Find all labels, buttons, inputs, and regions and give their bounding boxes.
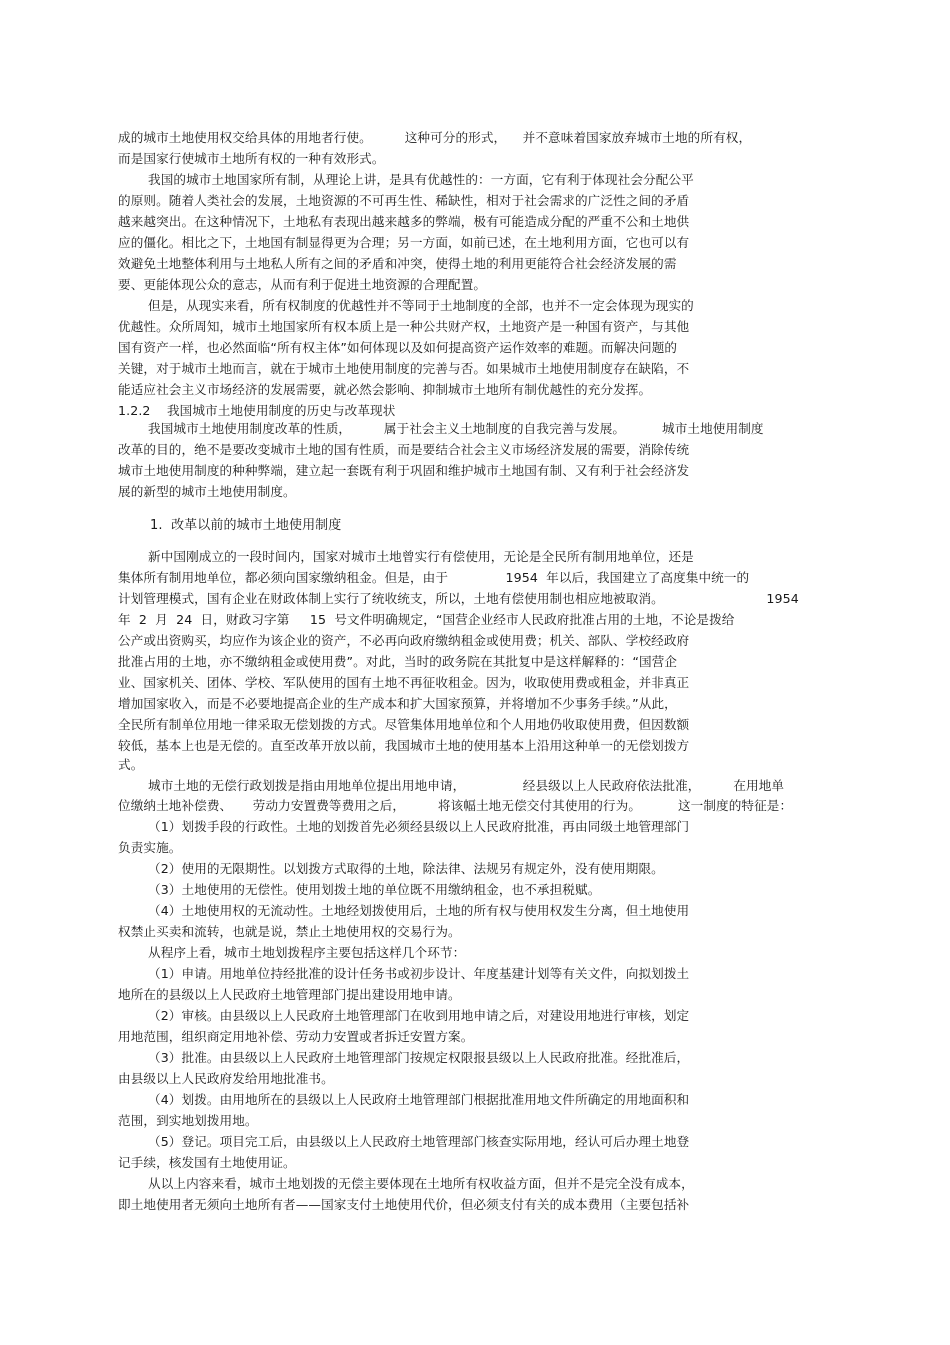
text-line: 但是，从现实来看，所有权制度的优越性并不等同于土地制度的全部，也并不一定会体现为现实的 xyxy=(148,298,694,313)
text-line: （4）土地使用权的无流动性。土地经划拨使用后，土地的所有权与使用权发生分离，但土地使用 xyxy=(148,903,690,918)
text-line: 记手续，核发国有土地使用证。 xyxy=(118,1155,296,1170)
subsection-heading: 1. 改革以前的城市土地使用制度 xyxy=(150,518,342,533)
text-line: 由县级以上人民政府发给用地批准书。 xyxy=(118,1071,334,1086)
text-line: 成的城市土地使用权交给具体的用地者行使。 这种可分的形式， 并不意味着国家放弃城市土地的所有权， xyxy=(118,130,752,145)
text-line: 批准占用的土地，亦不缴纳租金或使用费”。对此，当时的政务院在其批复中是这样解释的：“国营企 xyxy=(118,654,678,669)
text-line: 效避免土地整体利用与土地私人所有之间的矛盾和冲突，使得土地的利用更能符合社会经济发展的需 xyxy=(118,256,677,271)
text-line: 城市土地的无偿行政划拨是指由用地单位提出用地申请， 经县级以上人民政府依法批准， 在用地单 xyxy=(148,778,785,793)
text-line: 我国城市土地使用制度改革的性质， 属于社会主义土地制度的自我完善与发展。 城市土地使用制度 xyxy=(148,421,764,436)
text-line: 业、国家机关、团体、学校、军队使用的国有土地不再征收租金。因为，收取使用费或租金，并非真正 xyxy=(118,675,690,690)
section-heading: 1.2.2 我国城市土地使用制度的历史与改革现状 xyxy=(118,403,396,418)
text-line: 即土地使用者无须向土地所有者——国家支付土地使用代价，但必须支付有关的成本费用（主要包括补 xyxy=(118,1197,690,1212)
text-line: 要、更能体现公众的意志，从而有利于促进土地资源的合理配置。 xyxy=(118,277,487,292)
text-line: 较低，基本上也是无偿的。直至改革开放以前，我国城市土地的使用基本上沿用这种单一的无偿划拨方 xyxy=(118,738,690,753)
text-line: （3）土地使用的无偿性。使用划拨土地的单位既不用缴纳租金，也不承担税赋。 xyxy=(148,882,601,897)
text-line: 的原则。随着人类社会的发展，土地资源的不可再生性、稀缺性，相对于社会需求的广泛性之间的矛盾 xyxy=(118,193,690,208)
text-line: 国有资产一样，也必然面临“所有权主体”如何体现以及如何提高资产运作效率的难题。而解决问题的 xyxy=(118,340,678,355)
text-line: （4）划拨。由用地所在的县级以上人民政府土地管理部门根据批准用地文件所确定的用地面积和 xyxy=(148,1092,690,1107)
text-line: 从程序上看，城市土地划拨程序主要包括这样几个环节： xyxy=(148,945,466,960)
text-line: 位缴纳土地补偿费、 劳动力安置费等费用之后， 将该幅土地无偿交付其使用的行为。 这一制度的特征是： xyxy=(118,798,793,813)
text-line: 用地范围，组织商定用地补偿、劳动力安置或者拆迁安置方案。 xyxy=(118,1029,474,1044)
text-line: 全民所有制单位用地一律采取无偿划拨的方式。尽管集体用地单位和个人用地仍收取使用费，但因数额 xyxy=(118,717,690,732)
text-line: 越来越突出。在这种情况下，土地私有表现出越来越多的弊端，极有可能造成分配的严重不公和土地供 xyxy=(118,214,690,229)
text-line: 地所在的县级以上人民政府土地管理部门提出建设用地申请。 xyxy=(118,987,461,1002)
text-line: 新中国刚成立的一段时间内，国家对城市土地曾实行有偿使用，无论是全民所有制用地单位，还是 xyxy=(148,549,694,564)
text-line: 改革的目的，绝不是要改变城市土地的国有性质，而是要结合社会主义市场经济发展的需要，消除传统 xyxy=(118,442,690,457)
text-line: 增加国家收入，而是不必要地提高企业的生产成本和扩大国家预算，并将增加不少事务手续。”从此， xyxy=(118,696,677,711)
text-line: （1）申请。用地单位持经批准的设计任务书或初步设计、年度基建计划等有关文件，向拟划拨土 xyxy=(148,966,690,981)
text-line: （5）登记。项目完工后，由县级以上人民政府土地管理部门核查实际用地，经认可后办理土地登 xyxy=(148,1134,690,1149)
text-line: （3）批准。由县级以上人民政府土地管理部门按规定权限报县级以上人民政府批准。经批准后， xyxy=(148,1050,690,1065)
text-line: 我国的城市土地国家所有制，从理论上讲，是具有优越性的：一方面，它有利于体现社会分配公平 xyxy=(148,172,694,187)
text-line: 公产或出资购买，均应作为该企业的资产，不必再向政府缴纳租金或使用费；机关、部队、学校经政府 xyxy=(118,633,690,648)
text-line: 权禁止买卖和流转，也就是说，禁止土地使用权的交易行为。 xyxy=(118,924,461,939)
text-line: 集体所有制用地单位，都必须向国家缴纳租金。但是，由于 1954 年以后，我国建立了高度集中统一的 xyxy=(118,570,750,585)
text-line: 城市土地使用制度的种种弊端，建立起一套既有利于巩固和维护城市土地国有制、又有利于社会经济发 xyxy=(118,463,690,478)
text-line: 年 2 月 24 日，财政习字第 15 号文件明确规定，“国营企业经市人民政府批准占用的土地，不论是拨给 xyxy=(118,612,735,627)
text-line: 范围，到实地划拨用地。 xyxy=(118,1113,258,1128)
text-line: （2）使用的无限期性。以划拨方式取得的土地，除法律、法规另有规定外，没有使用期限。 xyxy=(148,861,664,876)
text-line: 展的新型的城市土地使用制度。 xyxy=(118,484,296,499)
text-line: （1）划拨手段的行政性。土地的划拨首先必须经县级以上人民政府批准，再由同级土地管理部门 xyxy=(148,819,690,834)
text-line: 式。 xyxy=(118,757,144,772)
text-line: 能适应社会主义市场经济的发展需要，就必然会影响、抑制城市土地所有制优越性的充分发挥。 xyxy=(118,382,652,397)
text-line: 而是国家行使城市土地所有权的一种有效形式。 xyxy=(118,151,385,166)
text-line: 优越性。众所周知，城市土地国家所有权本质上是一种公共财产权，土地资产是一种国有资产，与其他 xyxy=(118,319,690,334)
text-line: 关键，对于城市土地而言，就在于城市土地使用制度的完善与否。如果城市土地使用制度存在缺陷，不 xyxy=(118,361,690,376)
text-line: 负责实施。 xyxy=(118,840,182,855)
text-line: （2）审核。由县级以上人民政府土地管理部门在收到用地申请之后，对建设用地进行审核，划定 xyxy=(148,1008,690,1023)
text-line: 从以上内容来看，城市土地划拨的无偿主要体现在土地所有权收益方面，但并不是完全没有成本， xyxy=(148,1176,694,1191)
text-line: 应的僵化。相比之下，土地国有制显得更为合理；另一方面，如前已述，在土地利用方面，它也可以有 xyxy=(118,235,690,250)
text-line: 计划管理模式，国有企业在财政体制上实行了统收统支，所以，土地有偿使用制也相应地被取消。 1954 xyxy=(118,591,799,606)
